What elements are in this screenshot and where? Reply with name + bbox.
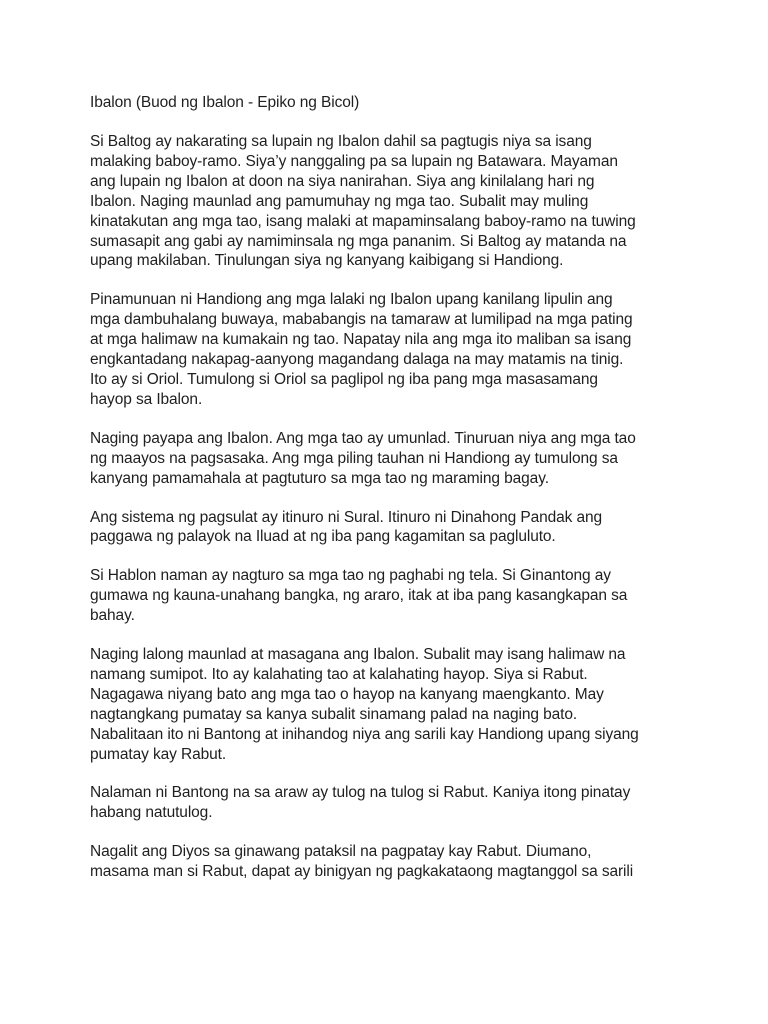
text-line: Naging lalong maunlad at masagana ang Ibalon. Subalit may isang halimaw na <box>90 646 626 664</box>
text-line: Si Hablon naman ay nagturo sa mga tao ng paghabi ng tela. Si Ginantong ay <box>90 567 611 585</box>
text-line: nagtangkang pumatay sa kanya subalit sinamang palad na naging bato. <box>90 705 578 723</box>
text-line: paggawa ng palayok na Iluad at ng iba pang kagamitan sa pagluluto. <box>90 528 556 546</box>
text-line: Nagagawa niyang bato ang mga tao o hayop na kanyang maengkanto. May <box>90 685 604 703</box>
text-line: Nagalit ang Diyos sa ginawang pataksil na pagpatay kay Rabut. Diumano, <box>90 843 592 861</box>
text-line: Naging payapa ang Ibalon. Ang mga tao ay umunlad. Tinuruan niya ang mga tao <box>90 429 636 447</box>
paragraph <box>90 783 690 823</box>
paragraph <box>90 842 690 882</box>
text-line: pumatay kay Rabut. <box>90 745 227 763</box>
paragraph <box>90 508 690 548</box>
text-line: Si Baltog ay nakarating sa lupain ng Ibalon dahil sa pagtugis niya sa isang <box>90 133 592 150</box>
text-line: mga dambuhalang buwaya, mababangis na tamaraw at lumilipad na mga pating <box>90 311 633 329</box>
text-line: kinatakutan ang mga tao, isang malaki at mapaminsalang baboy-ramo na tuwing <box>90 212 636 230</box>
text-line: masama man si Rabut, dapat ay binigyan ng pagkakataong magtanggol sa sarili <box>90 863 634 881</box>
text-line: bahay. <box>90 607 135 625</box>
text-line: Pinamunuan ni Handiong ang mga lalaki ng Ibalon upang kanilang lipulin ang <box>90 291 613 309</box>
paragraph <box>90 132 690 271</box>
paragraph <box>90 290 690 409</box>
text-line: sumasapit ang gabi ay namiminsala ng mga pananim. Si Baltog ay matanda na <box>90 232 627 250</box>
paragraph <box>90 566 690 626</box>
text-line: at mga halimaw na kumakain ng tao. Napatay nila ang mga ito maliban sa isang <box>90 331 632 349</box>
text-line: Nalaman ni Bantong na sa araw ay tulog na tulog si Rabut. Kaniya itong pinatay <box>90 784 631 802</box>
text-line: hayop sa Ibalon. <box>90 390 203 408</box>
text-line: engkantadang nakapag-aanyong magandang dalaga na may matamis na tinig. <box>90 351 624 369</box>
text-line: ang lupain ng Ibalon at doon na siya nanirahan. Siya ang kinilalang hari ng <box>90 172 595 190</box>
text-line: kanyang pamamahala at pagtuturo sa mga tao ng maraming bagay. <box>90 469 549 487</box>
text-line: upang makilaban. Tinulungan siya ng kanyang kaibigang si Handiong. <box>90 252 564 270</box>
text-line: Ibalon. Naging maunlad ang pamumuhay ng mga tao. Subalit may muling <box>90 192 589 210</box>
text-line: Ang sistema ng pagsulat ay itinuro ni Sural. Itinuro ni Dinahong Pandak ang <box>90 508 603 526</box>
text-line: namang sumipot. Ito ay kalahating tao at kalahating hayop. Siya si Rabut. <box>90 665 588 683</box>
text-line: gumawa ng kauna-unahang bangka, ng araro, itak at iba pang kasangkapan sa <box>90 587 628 605</box>
text-line: Ito ay si Oriol. Tumulong si Oriol sa paglipol ng iba pang mga masasamang <box>90 370 598 388</box>
text-line: habang natutulog. <box>90 804 213 822</box>
document-title: Ibalon (Buod ng Ibalon - Epiko ng Bicol) <box>90 94 360 111</box>
text-line: malaking baboy-ramo. Siya’y nanggaling pa sa lupain ng Batawara. Mayaman <box>90 152 618 170</box>
text-line: ng maayos na pagsasaka. Ang mga piling tauhan ni Handiong ay tumulong sa <box>90 449 618 467</box>
text-line: Nabalitaan ito ni Bantong at inihandog niya ang sarili kay Handiong upang siyang <box>90 725 639 743</box>
paragraph <box>90 429 690 489</box>
document-body <box>90 93 690 901</box>
paragraph <box>90 645 690 764</box>
